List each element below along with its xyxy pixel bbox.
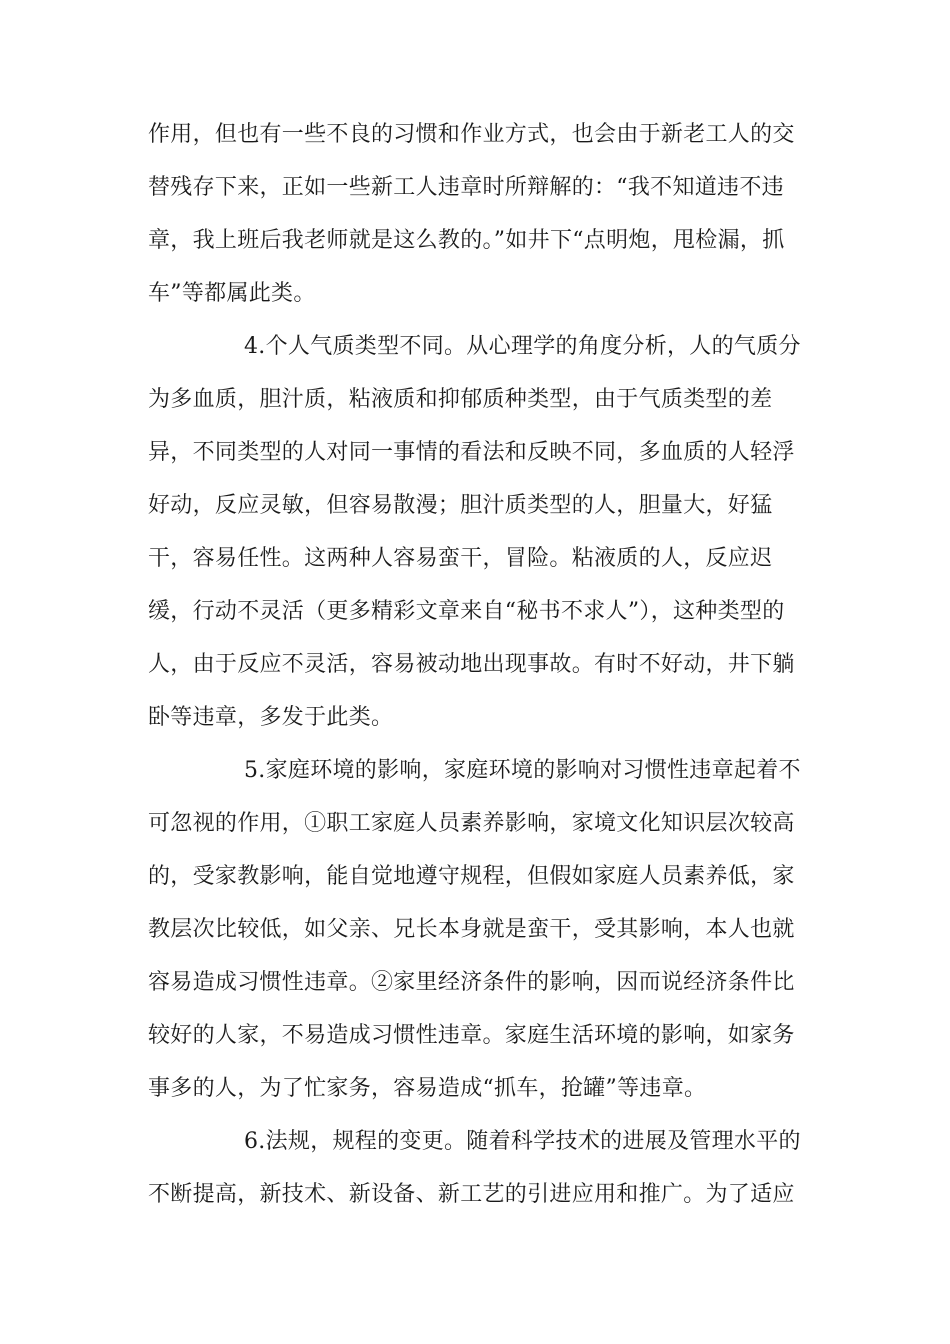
text-line: 为多血质，胆汁质，粘液质和抑郁质种类型，由于气质类型的差 (148, 387, 773, 412)
paragraph-start-line: 6.法规，规程的变更。随着科学技术的进展及管理水平的 (244, 1129, 801, 1154)
text-line: 事多的人，为了忙家务，容易造成“抓车，抢罐”等违章。 (148, 1076, 707, 1101)
text-line: 好动，反应灵敏，但容易散漫；胆汁质类型的人，胆量大，好猛 (148, 493, 773, 518)
text-line: 较好的人家，不易造成习惯性违章。家庭生活环境的影响，如家务 (148, 1023, 795, 1048)
text-line: 不断提高，新技术、新设备、新工艺的引进应用和推广。为了适应 (148, 1182, 795, 1207)
text-line: 教层次比较低，如父亲、兄长本身就是蛮干，受其影响，本人也就 (148, 917, 795, 942)
text-line: 异，不同类型的人对同一事情的看法和反映不同，多血质的人轻浮 (148, 440, 795, 465)
paragraph-start-line: 5.家庭环境的影响，家庭环境的影响对习惯性违章起着不 (244, 758, 801, 783)
text-line: 干，容易任性。这两种人容易蛮干，冒险。粘液质的人，反应迟 (148, 546, 773, 571)
text-line: 的，受家教影响，能自觉地遵守规程，但假如家庭人员素养低，家 (148, 864, 795, 889)
text-line: 作用，但也有一些不良的习惯和作业方式，也会由于新老工人的交 (148, 122, 795, 147)
paragraph-start-line: 4.个人气质类型不同。从心理学的角度分析，人的气质分 (244, 334, 801, 359)
text-line: 替残存下来，正如一些新工人违章时所辩解的：“我不知道违不违 (148, 175, 784, 200)
text-line: 缓，行动不灵活（更多精彩文章来自“秘书不求人”），这种类型的 (148, 599, 785, 624)
text-line: 车”等都属此类。 (148, 281, 316, 306)
text-line: 章，我上班后我老师就是这么教的。”如井下“点明炮，甩检漏，抓 (148, 228, 785, 253)
text-line: 容易造成习惯性违章。②家里经济条件的影响，因而说经济条件比 (148, 970, 795, 995)
text-line: 可忽视的作用，①职工家庭人员素养影响，家境文化知识层次较高 (148, 811, 795, 836)
text-line: 卧等违章，多发于此类。 (148, 705, 394, 730)
text-line: 人，由于反应不灵活，容易被动地出现事故。有时不好动，井下躺 (148, 652, 795, 677)
